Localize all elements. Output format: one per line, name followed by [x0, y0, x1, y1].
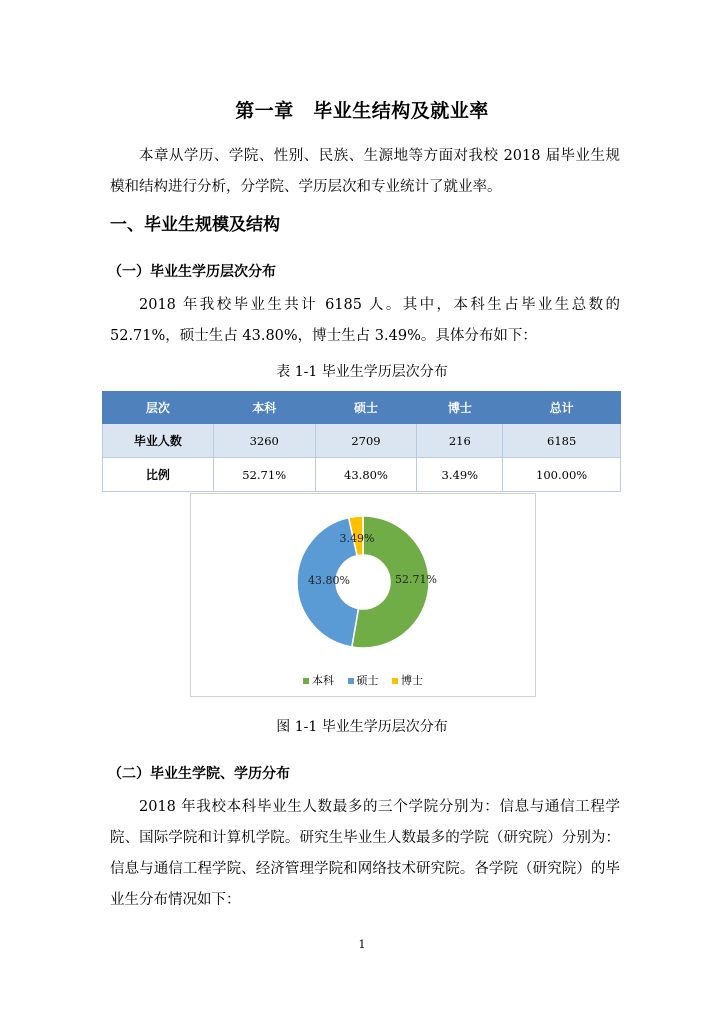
- legend-item-master: [348, 674, 379, 687]
- table-header-cell: 层次: [103, 392, 214, 424]
- table-header-cell: 博士: [417, 392, 503, 424]
- table-cell: 2709: [315, 424, 417, 458]
- intro-paragraph: 本章从学历、学院、性别、民族、生源地等方面对我校 2018 届毕业生规模和结构进行分析，分学院、学历层次和专业统计了就业率。: [110, 148, 620, 195]
- subsection-heading-2: （二）毕业生学院、学历分布: [108, 766, 290, 782]
- donut-chart: [191, 494, 535, 670]
- table-row-label: 比例: [103, 458, 214, 492]
- chart-legend: [191, 672, 535, 688]
- legend-label: 本科: [312, 674, 334, 687]
- table-cell: 100.00%: [503, 458, 621, 492]
- table-row: [103, 458, 621, 492]
- donut-data-label: 52.71%: [395, 573, 437, 586]
- table-cell: 43.80%: [315, 458, 417, 492]
- table-row-label: 毕业人数: [103, 424, 214, 458]
- donut-data-label: 43.80%: [308, 574, 350, 587]
- legend-item-doctor: [392, 674, 423, 687]
- page-title: 第一章 毕业生结构及就业率: [235, 100, 489, 122]
- legend-swatch: [303, 678, 309, 684]
- distribution-table: [102, 391, 621, 492]
- distribution-paragraph: 2018 年我校毕业生共计 6185 人。其中，本科生占毕业生总数的 52.71%，硕士生占 43.80%，博士生占 3.49%。具体分布如下：: [110, 297, 620, 344]
- figure-caption: 图 1-1 毕业生学历层次分布: [276, 719, 448, 735]
- donut-data-label: 3.49%: [339, 532, 375, 545]
- table-header-row: [103, 392, 621, 424]
- subsection-heading-1: （一）毕业生学历层次分布: [108, 264, 276, 280]
- college-paragraph: 2018 年我校本科毕业生人数最多的三个学院分别为：信息与通信工程学院、国际学院和计算机学院。研究生毕业生人数最多的学院（研究院）分别为：信息与通信工程学院、经济管理学院和网络技术研究院。各学院（研究院）的毕业生分布情况如下：: [110, 799, 620, 908]
- table-cell: 52.71%: [213, 458, 315, 492]
- table-row: [103, 424, 621, 458]
- table-cell: 216: [417, 424, 503, 458]
- table-cell: 3.49%: [417, 458, 503, 492]
- page-number: 1: [358, 938, 366, 951]
- table-caption: 表 1-1 毕业生学历层次分布: [276, 364, 448, 380]
- legend-label: 博士: [401, 674, 423, 687]
- table-header-cell: 硕士: [315, 392, 417, 424]
- section-heading: 一、毕业生规模及结构: [110, 215, 280, 235]
- table-header-cell: 本科: [213, 392, 315, 424]
- table-cell: 6185: [503, 424, 621, 458]
- legend-swatch: [348, 678, 354, 684]
- legend-swatch: [392, 678, 398, 684]
- legend-label: 硕士: [356, 674, 379, 687]
- legend-item-undergrad: [303, 674, 334, 687]
- table-cell: 3260: [213, 424, 315, 458]
- table-header-cell: 总计: [503, 392, 621, 424]
- donut-chart-frame: [190, 493, 536, 697]
